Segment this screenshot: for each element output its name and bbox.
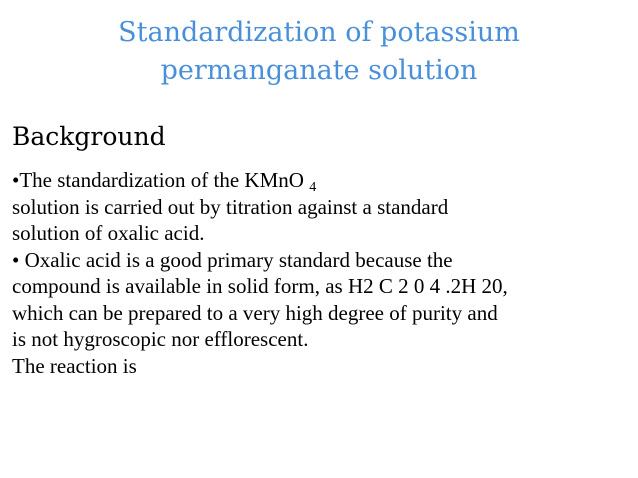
body-text — [12, 167, 632, 379]
body-line-6: which can be prepared to a very high degree of purity and — [12, 300, 498, 325]
title-line-2: permanganate solution — [160, 55, 478, 86]
title-line-1: Standardization of potassium — [118, 17, 520, 48]
body-line-2: solution is carried out by titration against a standard — [12, 194, 449, 219]
body-line-8: The reaction is — [12, 353, 137, 378]
body-line-1 — [12, 167, 632, 194]
body-line-4: • Oxalic acid is a good primary standard because the — [12, 247, 453, 272]
section-heading: Background — [12, 122, 166, 151]
body-line-1-text: •The standardization of the KMnO — [12, 168, 310, 192]
body-line-7: is not hygroscopic nor efflorescent. — [12, 327, 309, 351]
kmno4-subscript: 4 — [309, 180, 317, 195]
slide-title — [0, 14, 638, 90]
body-line-5: compound is available in solid form, as H2 C 2 0 4 .2H 20, — [12, 274, 508, 298]
body-line-3: solution of oxalic acid. — [12, 221, 205, 245]
